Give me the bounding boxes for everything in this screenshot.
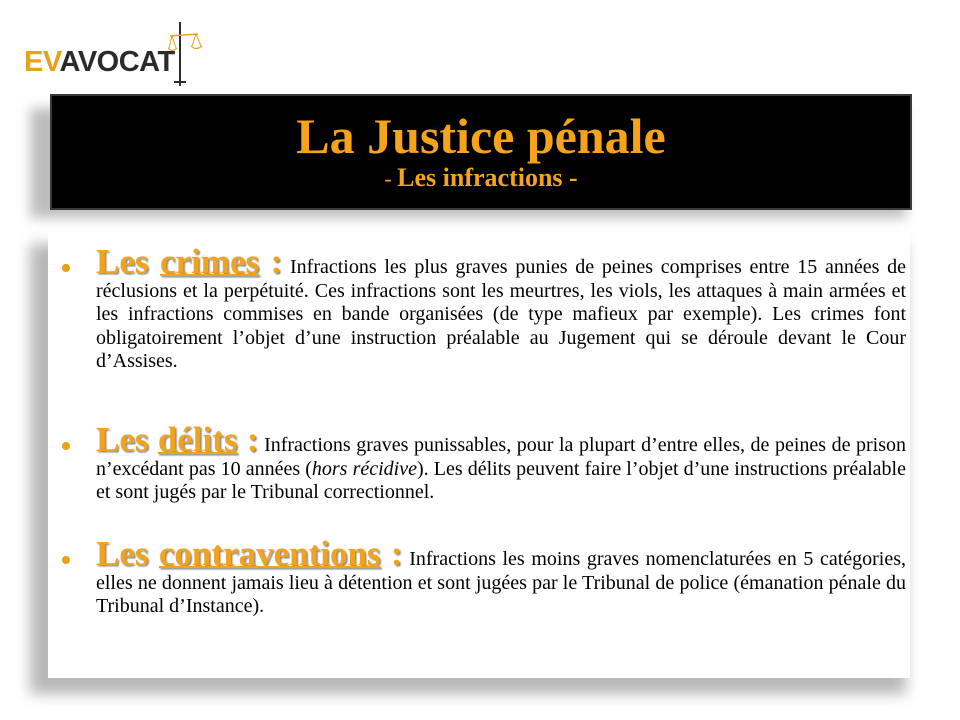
subtitle-dash: -: [384, 166, 398, 191]
subtitle-text: Les infractions -: [397, 163, 578, 192]
heading-prefix: Les: [96, 242, 160, 281]
slide-title: La Justice pénale: [296, 108, 666, 164]
bullet-icon: •: [60, 428, 72, 465]
item-heading: [96, 534, 403, 573]
item-text: Infractions graves punissables, pour la plupart d’entre elles, de peines de prison n’excédant pas 10 années (: [96, 434, 907, 480]
item-text: Infractions les plus graves punies de peines comprises entre 15 années de réclusions et la perpétuité. Ces infractions sont les meurtres, les viols, les attaques à main armées et les infractions commises en bande organisées (de type mafieux par exemple). Les crimes font obligatoirement l’objet d’une instruction préalable au Jugement qui se déroule devant le Cour d’Assises.: [96, 256, 907, 372]
heading-colon: :: [259, 242, 283, 281]
heading-prefix: Les: [96, 534, 159, 573]
scales-of-justice-icon: [168, 20, 204, 88]
item-text-end: ). Les délits peuvent faire l’objet d’une instructions préalable et sont jugés par le Tribunal correctionnel.: [96, 457, 906, 503]
content-panel: [48, 232, 910, 678]
item-heading: [96, 242, 282, 281]
list-item-delits: [60, 420, 907, 505]
slide-subtitle: [52, 164, 910, 193]
heading-colon: :: [237, 420, 259, 459]
heading-term: contraventions: [158, 534, 381, 573]
logo: [20, 20, 200, 88]
item-text-italic: hors récidive: [311, 457, 417, 480]
heading-colon: :: [380, 534, 403, 573]
heading-term: délits: [157, 420, 238, 459]
heading-prefix: Les: [96, 420, 158, 459]
logo-text-avocat: AVOCAT: [59, 46, 175, 78]
item-text: Infractions les moins graves nomenclaturées en 5 catégories, elles ne donnent jamais lieu à détention et sont jugées par le Tribunal de police (émanation pénale du Tribunal d’Instance).: [96, 548, 907, 617]
list-item-contraventions: [60, 534, 907, 619]
bullet-icon: •: [60, 542, 72, 579]
logo-text: [24, 46, 175, 79]
title-banner: [50, 94, 912, 210]
heading-term: crimes: [160, 242, 260, 281]
item-heading: [96, 420, 259, 459]
bullet-icon: •: [60, 250, 72, 287]
logo-text-ev: EV: [24, 46, 60, 78]
list-item-crimes: [60, 242, 907, 374]
